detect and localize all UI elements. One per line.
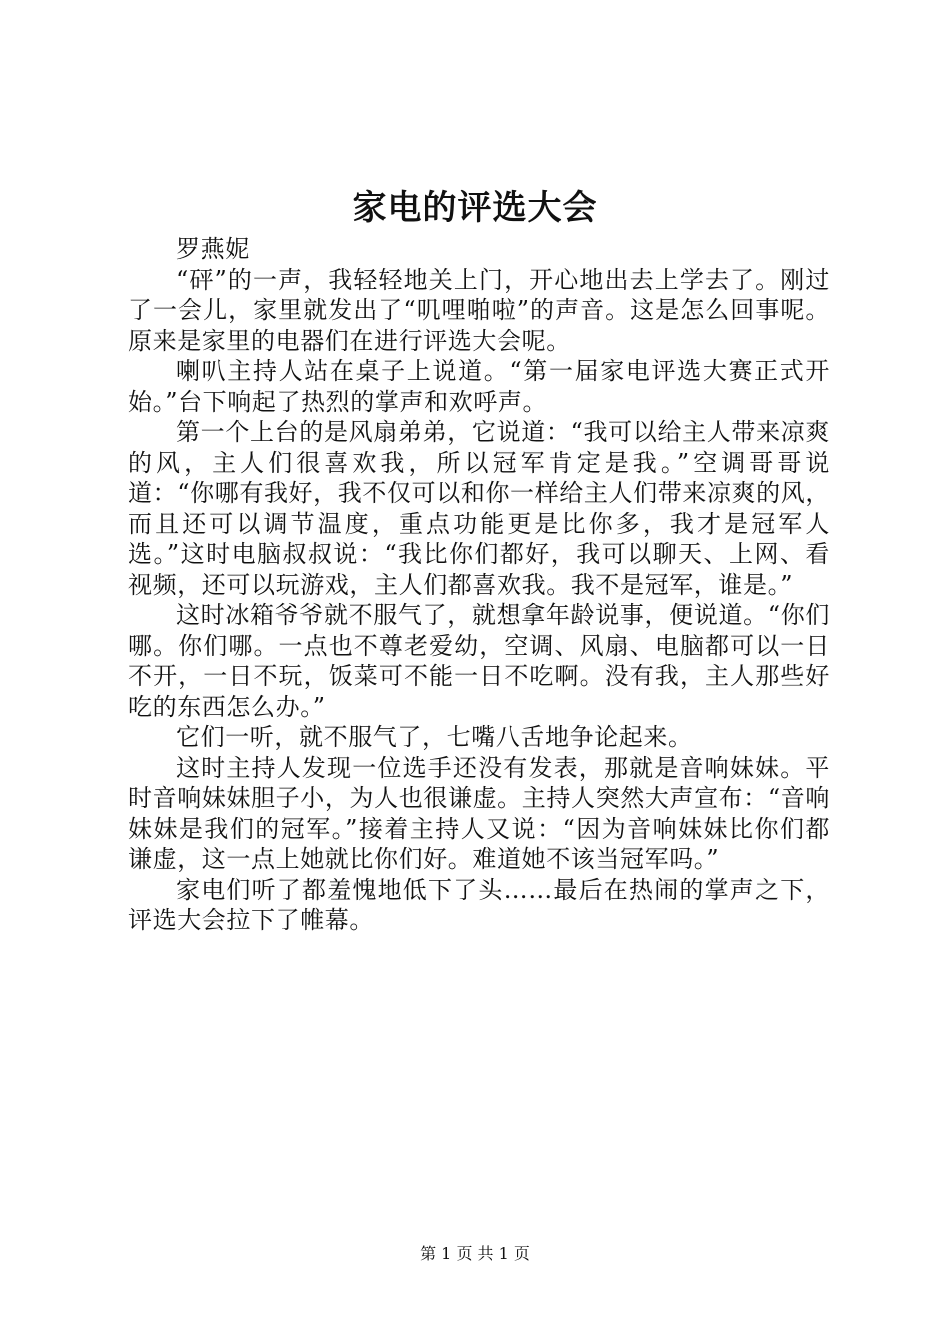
paragraph: 这时冰箱爷爷就不服气了，就想拿年龄说事，便说道。“你们哪。你们哪。一点也不尊老爱幼，空调、风扇、电脑都可以一日不开，一日不玩，饭菜可不能一日不吃啊。没有我，主人那些好吃的东西怎么办。”	[128, 601, 830, 721]
paragraph: 喇叭主持人站在桌子上说道。“第一届家电评选大赛正式开始。”台下响起了热烈的掌声和欢呼声。	[128, 357, 830, 416]
paragraph: 它们一听，就不服气了，七嘴八舌地争论起来。	[176, 723, 693, 751]
paragraph: 第一个上台的是风扇弟弟，它说道：“我可以给主人带来凉爽的风，主人们很喜欢我，所以冠军肯定是我。”空调哥哥说道：“你哪有我好，我不仅可以和你一样给主人们带来凉爽的风，而且还可以调节温度，重点功能更是比你多，我才是冠军人选。”这时电脑叔叔说：“我比你们都好，我可以聊天、上网、看视频，还可以玩游戏，主人们都喜欢我。我不是冠军，谁是。”	[128, 418, 830, 599]
document-body	[128, 234, 830, 936]
paragraph: 家电们听了都羞愧地低下了头……最后在热闹的掌声之下，评选大会拉下了帷幕。	[128, 875, 830, 934]
page-number-footer: 第 1 页 共 1 页	[420, 1244, 530, 1263]
document-title: 家电的评选大会	[352, 188, 598, 228]
author-line: 罗燕妮	[176, 235, 250, 263]
paragraph: “砰”的一声，我轻轻地关上门，开心地出去上学去了。刚过了一会儿，家里就发出了“叽哩啪啦”的声音。这是怎么回事呢。原来是家里的电器们在进行评选大会呢。	[128, 265, 830, 355]
paragraph: 这时主持人发现一位选手还没有发表，那就是音响妹妹。平时音响妹妹胆子小，为人也很谦虚。主持人突然大声宣布：“音响妹妹是我们的冠军。”接着主持人又说：“因为音响妹妹比你们都谦虚，这一点上她就比你们好。难道她不该当冠军吗。”	[128, 753, 830, 873]
